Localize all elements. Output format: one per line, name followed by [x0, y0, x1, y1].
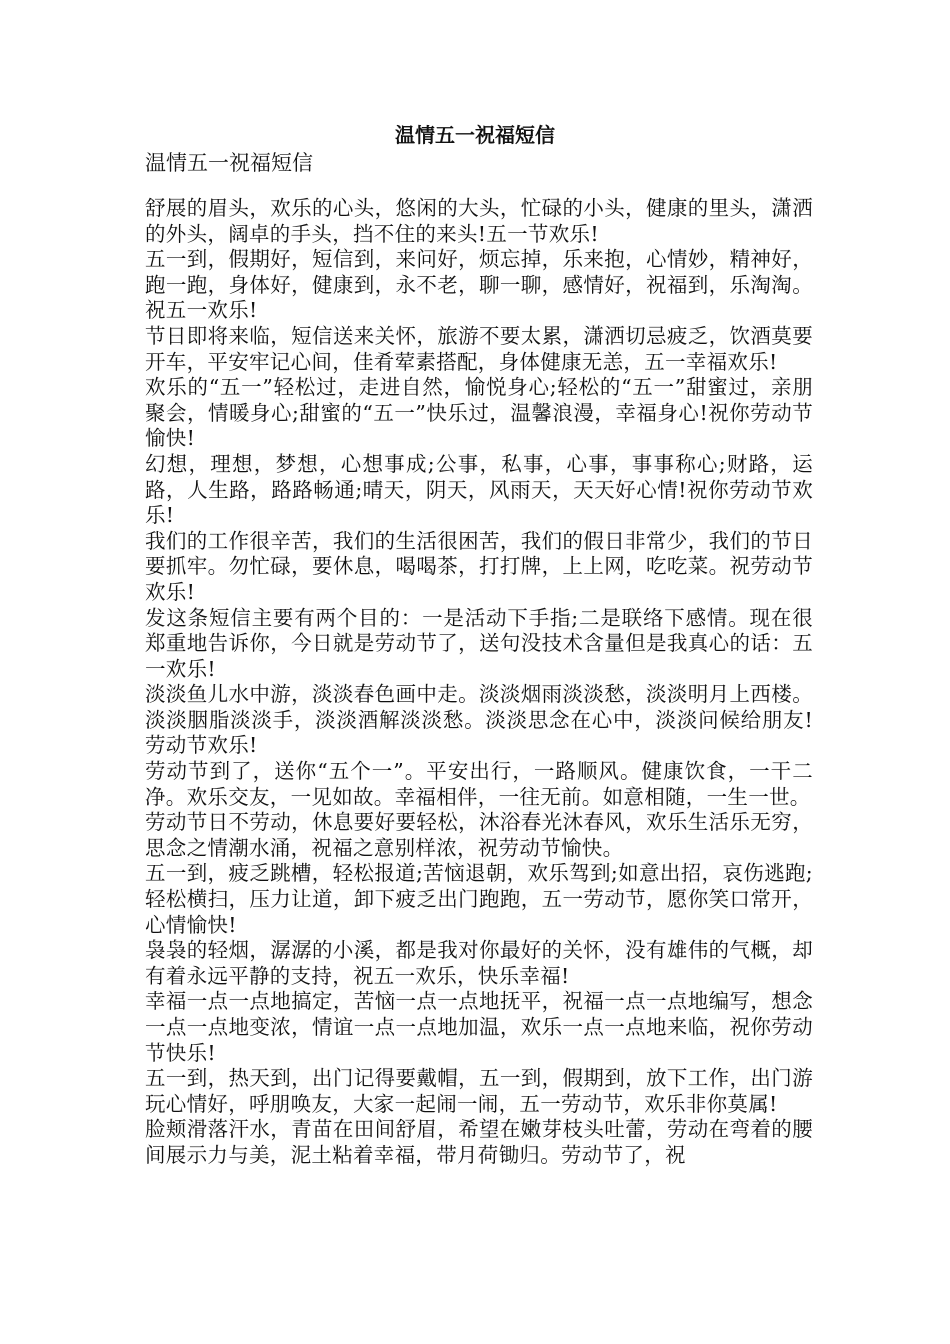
document-body	[145, 196, 813, 1169]
paragraph: 五一到，热天到，出门记得要戴帽，五一到，假期到，放下工作，出门游玩心情好，呼朋唤友，大家一起闹一闹，五一劳动节，欢乐非你莫属!	[145, 1066, 813, 1116]
paragraph: 幻想，理想，梦想，心想事成;公事，私事，心事，事事称心;财路，运路，人生路，路路畅通;晴天，阴天，风雨天，天天好心情!祝你劳动节欢乐!	[145, 451, 813, 528]
paragraph: 脸颊滑落汗水，青苗在田间舒眉，希望在嫩芽枝头吐蕾，劳动在弯着的腰间展示力与美，泥土粘着幸福，带月荷锄归。劳动节了，祝	[145, 1117, 813, 1167]
paragraph: 舒展的眉头，欢乐的心头，悠闲的大头，忙碌的小头，健康的里头，潇洒的外头，阔卓的手头，挡不住的来头!五一节欢乐!	[145, 196, 813, 246]
document-title: 温情五一祝福短信	[395, 123, 555, 147]
document-subtitle: 温情五一祝福短信	[145, 151, 313, 175]
paragraph: 袅袅的轻烟，潺潺的小溪，都是我对你最好的关怀，没有雄伟的气概，却有着永远平静的支持，祝五一欢乐，快乐幸福!	[145, 938, 813, 988]
paragraph: 五一到，疲乏跳槽，轻松报道;苦恼退朝，欢乐驾到;如意出招，哀伤逃跑;轻松横扫，压力让道，卸下疲乏出门跑跑，五一劳动节，愿你笑口常开，心情愉快!	[145, 861, 813, 937]
paragraph: 幸福一点一点地搞定，苦恼一点一点地抚平，祝福一点一点地编写，想念一点一点地变浓，情谊一点一点地加温，欢乐一点一点地来临，祝你劳动节快乐!	[145, 989, 813, 1065]
paragraph: 劳动节到了，送你“五个一”。平安出行，一路顺风。健康饮食，一干二净。欢乐交友，一见如故。幸福相伴，一往无前。如意相随，一生一世。	[145, 759, 813, 809]
paragraph: 劳动节日不劳动，休息要好要轻松，沐浴春光沐春风，欢乐生活乐无穷，思念之情潮水涌，祝福之意别样浓，祝劳动节愉快。	[145, 810, 813, 860]
paragraph: 欢乐的“五一”轻松过，走进自然，愉悦身心;轻松的“五一”甜蜜过，亲朋聚会，情暖身心;甜蜜的“五一”快乐过，温馨浪漫，幸福身心!祝你劳动节愉快!	[145, 375, 813, 451]
paragraph: 我们的工作很辛苦，我们的生活很困苦，我们的假日非常少，我们的节日要抓牢。勿忙碌，要休息，喝喝茶，打打牌，上上网，吃吃菜。祝劳动节欢乐!	[145, 528, 813, 604]
paragraph: 发这条短信主要有两个目的：一是活动下手指;二是联络下感情。现在很郑重地告诉你，今日就是劳动节了，送句没技术含量但是我真心的话：五一欢乐!	[145, 605, 813, 681]
paragraph: 节日即将来临，短信送来关怀，旅游不要太累，潇洒切忌疲乏，饮酒莫要开车，平安牢记心间，佳肴荤素搭配，身体健康无恙，五一幸福欢乐!	[145, 323, 813, 374]
paragraph: 五一到，假期好，短信到，来问好，烦忘掉，乐来抱，心情妙，精神好，跑一跑，身体好，健康到，永不老，聊一聊，感情好，祝福到，乐淘淘。祝五一欢乐!	[145, 247, 813, 323]
paragraph: 淡淡鱼儿水中游，淡淡春色画中走。淡淡烟雨淡淡愁，淡淡明月上西楼。淡淡胭脂淡淡手，淡淡酒解淡淡愁。淡淡思念在心中，淡淡问候给朋友!劳动节欢乐!	[145, 682, 813, 758]
